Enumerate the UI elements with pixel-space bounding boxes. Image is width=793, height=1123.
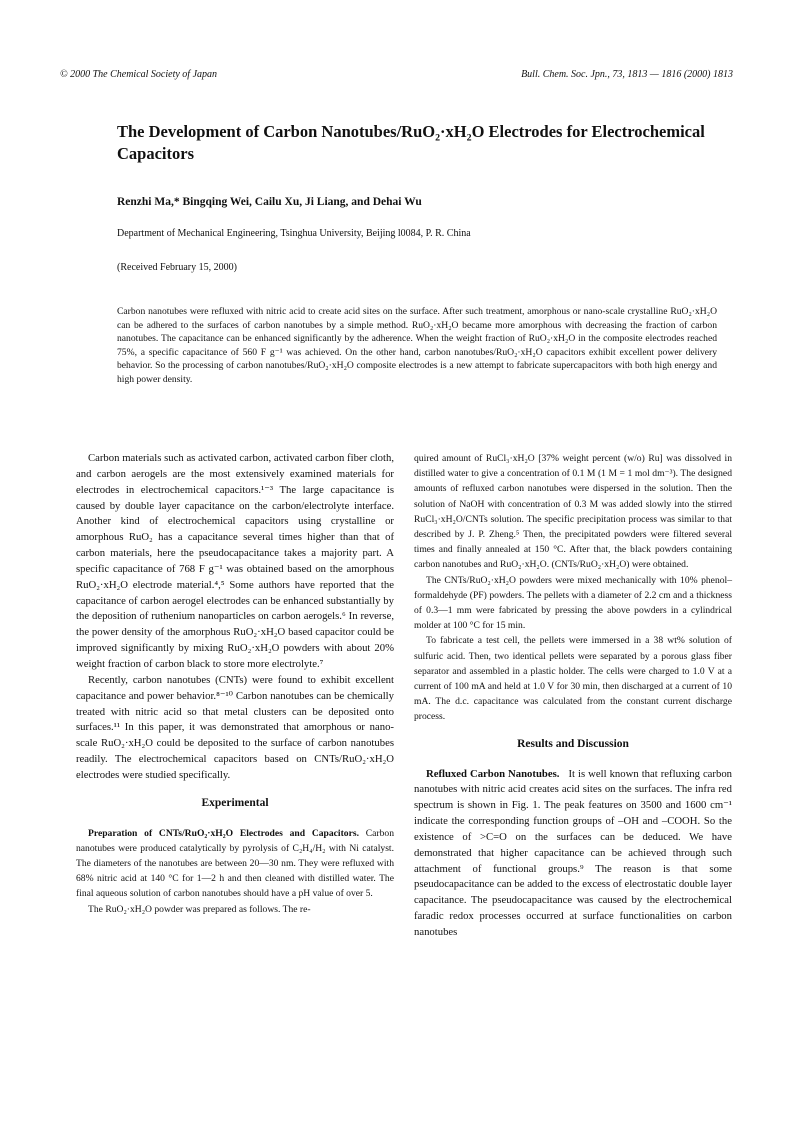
body-paragraph [414,767,732,941]
right-column [414,451,732,941]
received-date: (Received February 15, 2000) [117,262,237,273]
body-paragraph: The RuO₂·xH₂O powder was prepared as follows. The re- [88,903,311,915]
paragraph-text: Carbon nanotubes were produced catalytically by pyrolysis of C₂H₄/H₂ with Ni catalyst. The diameters of the nanotubes are between 20—30 nm. They were refluxed with 68% nitric acid at 140 °C for 1—2 h and then cleaned with distilled water. The final aqueous solution of carbon nanotubes should have a pH value of over 5. [76,827,394,900]
affiliation: Department of Mechanical Engineering, Tsinghua University, Beijing l0084, P. R. China [117,228,471,239]
author-list: Renzhi Ma,* Bingqing Wei, Cailu Xu, Ji Liang, and Dehai Wu [117,196,422,208]
left-column [76,451,394,917]
journal-copyright: © 2000 The Chemical Society of Japan [60,69,218,80]
paper-title: The Development of Carbon Nanotubes/RuO₂·xH₂O Electrodes for Electrochemical Capacitors [117,122,705,163]
journal-citation: Bull. Chem. Soc. Jpn., 73, 1813 — 1816 (2000) 1813 [521,69,733,80]
body-paragraph: quired amount of RuCl₃·xH₂O [37% weight percent (w/o) Ru] was dissolved in distilled water to give a concentration of 0.1 M (1 M = 1 mol dm⁻³). The designed amounts of refluxed carbon nanotubes were dispersed in the solution. Then the solution of NaOH with concentration of 0.3 M was added slowly into the stirred RuCl₃·xH₂O/CNTs solution. The specific precipitation process was similar to that described by J. P. Zheng.⁵ Then, the precipitated powders were filtered several times and finally annealed at 150 °C. After that, the black powders containing carbon nanotubes and RuO₂·xH₂O. (CNTs/RuO₂·xH₂O) were obtained. [414,453,732,571]
body-paragraph: The CNTs/RuO₂·xH₂O powders were mixed mechanically with 10% phenol–formaldehyde (PF) powders. The pellets with a diameter of 2.2 cm and a thickness of 0.3—1 mm were fabricated by pressing the above powders in a cylindrical molder at 100 °C for 15 min. [414,574,732,632]
body-paragraph: Carbon materials such as activated carbon, activated carbon fiber cloth, and carbon aerogels are the most extensively examined materials for electrodes in electrochemical capacitors.¹⁻³ The large capacitance is caused by double layer capacitance on the carbon/electrolyte interface. Another kind of electrochemical capacitors using crystalline or amorphous RuO₂ has a capacitance several times higher than that of carbon materials, here the pseudocapacitance takes a majority part. A specific capacitance of 768 F g⁻¹ was obtained based on the amorphous RuO₂·xH₂O electrode material.⁴,⁵ Some authors have reported that the capacitance of carbon aerogel electrodes can be enhanced substantially by the deposition of ruthenium nanoparticles on carbon aerogels.⁶ In reverse, the power density of the amorphous RuO₂·xH₂O based capacitor could be improved significantly by mixing RuO₂·xH₂O powders with about 20% weight fraction of carbon black to store more electrolyte.⁷ [76,452,394,670]
subsection-heading: Refluxed Carbon Nanotubes. [426,767,560,780]
section-heading: Results and Discussion [517,737,629,750]
body-paragraph: Recently, carbon nanotubes (CNTs) were found to exhibit excellent capacitance and power behavior.⁸⁻¹⁰ Carbon nanotubes can be chemically treated with nitric acid so that metal clusters can be deposited onto surfaces.¹¹ In this paper, it was demonstrated that amorphous or nano-scale RuO₂·xH₂O could be deposited to the surface of carbon nanotubes readily. The electrochemical capacitors based on CNTs/RuO₂·xH₂O electrodes were studied specifically. [76,673,394,781]
paragraph-text: It is well known that refluxing carbon nanotubes with nitric acid creates acid sites on the surfaces. The infra red spectrum is shown in Fig. 1. The peak features on 3500 and 1600 cm⁻¹ indicate the corresponding function groups of –OH and –COOH. So the existence of >C=O on the surfaces can be deduced. We have demonstrated that higher capacitance can be achieved through such attachment of functional groups.⁹ The reason is that some pseudocapacitance can be added to the excess of electrostatic double layer capacitance. The pseudocapacitance was caused by the electrochemical faradic redox processes occurred at surface functionalities on carbon nanotubes [414,767,733,938]
subsection-heading: Preparation of CNTs/RuO₂·xH₂O Electrodes and Capacitors. [88,827,359,839]
body-paragraph: To fabricate a test cell, the pellets were immersed in a 38 wt% solution of sulfuric acid. Then, two identical pellets were separated by a porous glass fiber separator and assembled in a plastic holder. The cells were charged to 1.0 V at a current of 100 mA and held at 1.0 V for 30 min, then discharged at a current of 10 mA. The d.c. capacitance was calculated from the constant current discharge process. [414,635,732,723]
body-paragraph [76,826,394,902]
abstract: Carbon nanotubes were refluxed with nitric acid to create acid sites on the surface. After such treatment, amorphous or nano-scale crystalline RuO₂·xH₂O can be adhered to the surfaces of carbon nanotubes by a simple method. RuO₂·xH₂O became more amorphous with decreasing the fraction of carbon nanotubes. The capacitance can be enhanced significantly by the adherence. When the weight fraction of RuO₂·xH₂O in the composite electrodes reached 75%, a specific capacitance of 560 F g⁻¹ was achieved. On the other hand, carbon nanotubes/RuO₂·xH₂O capacitors exhibit excellent power delivery behavior. So the processing of carbon nanotubes/RuO₂·xH₂O composite electrodes is a new attempt to fabricate supercapacitors with both high energy and high power density. [117,306,717,385]
section-heading: Experimental [201,796,269,809]
